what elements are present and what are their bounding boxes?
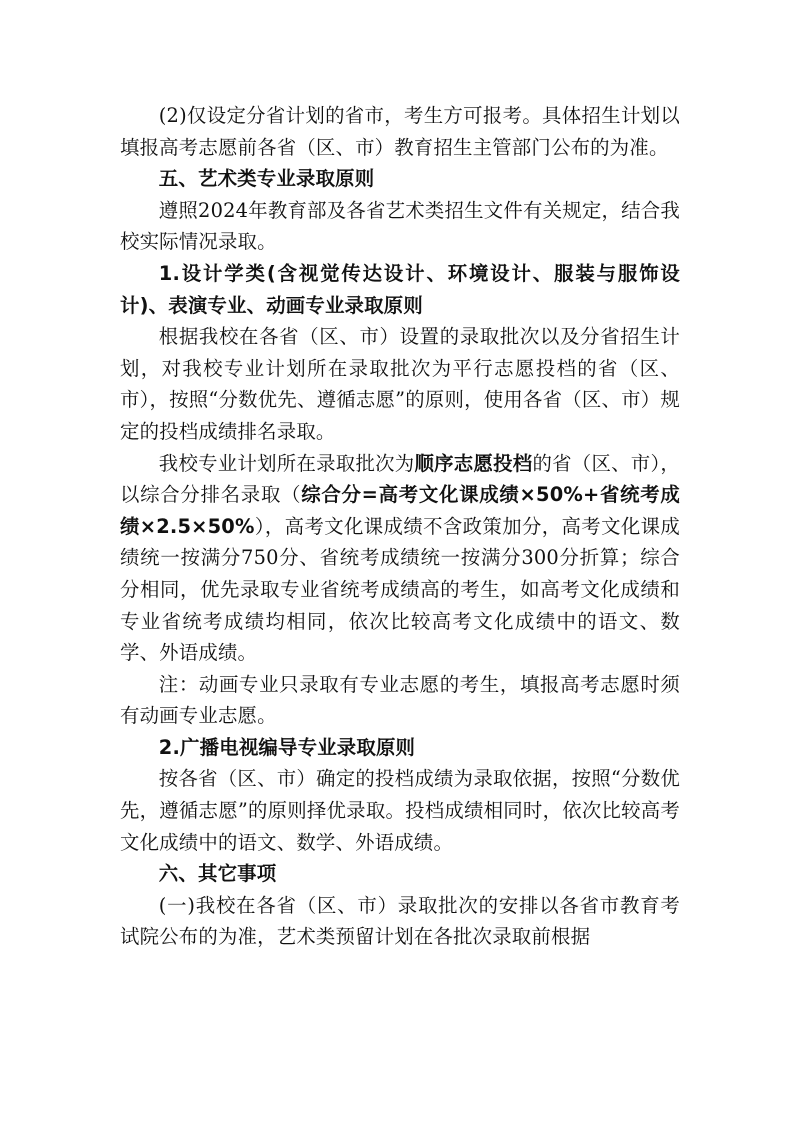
text-segment: 的省（区、市），以综合分排名录取（ <box>120 451 680 507</box>
bold-formula: 综合分=高考文化课成绩×50%+省统考成绩×2.5×50% <box>120 483 680 538</box>
paragraph-parallel-volunteer: 根据我校在各省（区、市）设置的录取批次以及分省招生计划，对我校专业计划所在录取批次为平行志愿投档的省（区、市），按照“分数优先、遵循志愿”的原则，使用各省（区、市）规定的投档成绩排名录取。 <box>120 325 680 443</box>
bold-term-sequential: 顺序志愿投档 <box>414 451 533 475</box>
subheading-design-majors: 1.设计学类(含视觉传达设计、环境设计、服装与服饰设计)、表演专业、动画专业录取原则 <box>120 261 680 317</box>
section-heading-art-admission: 五、艺术类专业录取原则 <box>158 167 375 191</box>
paragraph-other-matters: (一)我校在各省（区、市）录取批次的安排以各省市教育考试院公布的为准，艺术类预留计划在各批次录取前根据 <box>120 893 680 949</box>
text-segment: ），高考文化课成绩不含政策加分，高考文化课成绩统一按满分750分、省统考成绩统一按满分300分折算；综合分相同，优先录取专业省统考成绩高的考生，如高考文化成绩和专业省统考成绩均相同，依次比较高考文化成绩中的语文、数学、外语成绩。 <box>120 514 680 665</box>
text-segment: 我校专业计划所在录取批次为 <box>158 451 415 475</box>
paragraph-animation-note: 注：动画专业只录取有专业志愿的考生，填报高考志愿时须有动画专业志愿。 <box>120 672 680 728</box>
paragraph-basis: 遵照2024年教育部及各省艺术类招生文件有关规定，结合我校实际情况录取。 <box>120 198 680 254</box>
paragraph-plan-note: (2)仅设定分省计划的省市，考生方可报考。具体招生计划以填报高考志愿前各省（区、市）教育招生主管部门公布的为准。 <box>120 104 680 159</box>
paragraph-sequential-volunteer <box>120 448 680 669</box>
document-page <box>120 100 680 953</box>
section-heading-other-matters: 六、其它事项 <box>158 862 277 886</box>
subheading-broadcast-directing: 2.广播电视编导专业录取原则 <box>158 735 416 759</box>
paragraph-broadcast-rule: 按各省（区、市）确定的投档成绩为录取依据，按照“分数优先，遵循志愿”的原则择优录取。投档成绩相同时，依次比较高考文化成绩中的语文、数学、外语成绩。 <box>120 767 680 854</box>
